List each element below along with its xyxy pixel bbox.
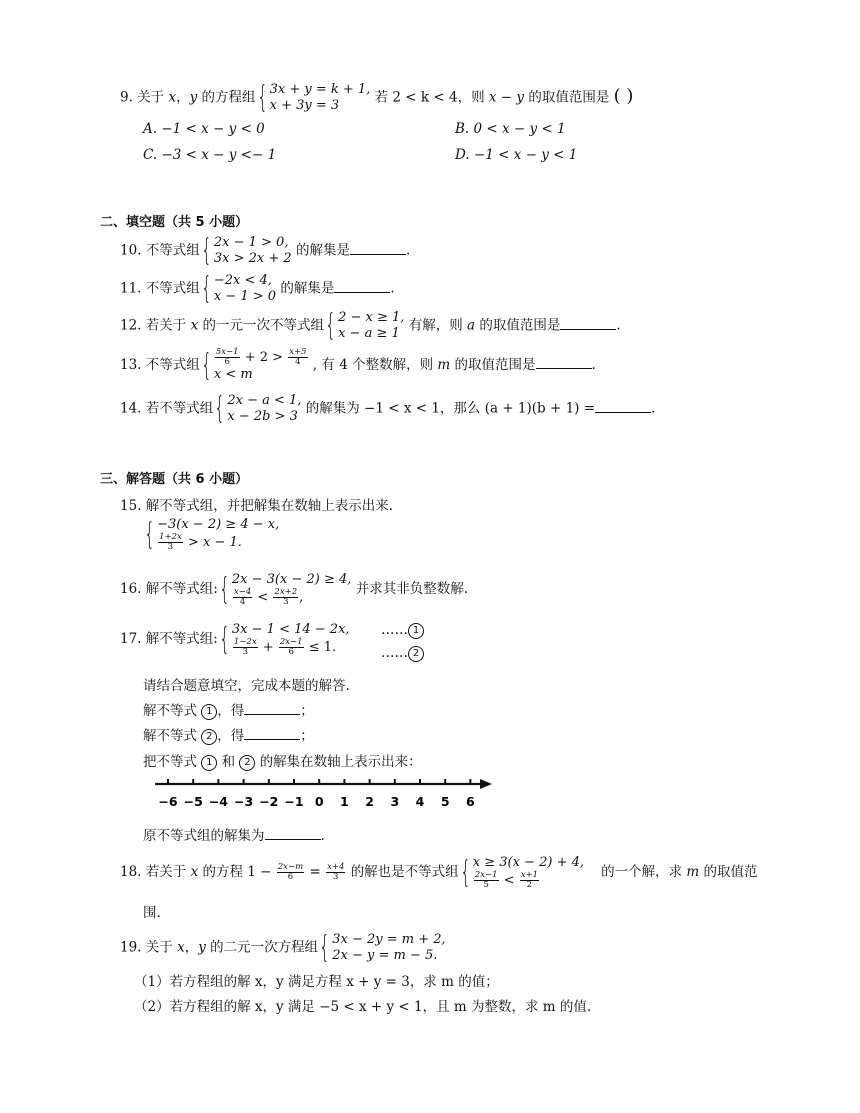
answer-blank[interactable]: [244, 702, 300, 715]
q17-step-1: 解不等式 1 ，得 ；: [143, 703, 314, 719]
brace-icon: {: [325, 308, 336, 343]
question-9: 9. 关于 x，y 的方程组 { 3x + y = k + 1, x + 3y = 3 若 2 < k < 4，则 x − y 的取值范围是 ( ): [120, 80, 634, 115]
brace-icon: {: [144, 516, 155, 552]
section-3-title: 三、解答题（共 6 小题）: [100, 472, 249, 487]
q17-step-2: 解不等式 2 ，得 ；: [143, 728, 314, 744]
answer-blank[interactable]: [244, 727, 300, 740]
number-line-label: −5: [183, 794, 203, 809]
q9-option-a[interactable]: A. −1 < x − y < 0: [143, 121, 265, 137]
brace-icon: {: [319, 930, 330, 965]
question-11: 11. 不等式组 { −2x < 4, x − 1 > 0 的解集是 .: [120, 271, 395, 306]
q17-step-3: 把不等式 1 和 2 的解集在数轴上表示出来：: [143, 754, 422, 770]
number-line-label: 6: [466, 794, 475, 809]
number-line-label: 0: [314, 794, 324, 809]
q17-marker-2: …… 2: [381, 645, 424, 662]
circled-2-icon: 2: [239, 755, 255, 771]
question-12: 12. 若关于 x 的一元一次不等式组 { 2 − x ≥ 1, x − a ≥ 1 有解，则 a 的取值范围是 .: [120, 308, 621, 343]
question-18: 18. 若关于 x 的方程 1 − $\frac{2x-m}{6}$ = $\frac{x+4}{3}$ 的解也是不等式组 { x ≥ 3(x − 2) + 4, $\frac{2x-1}{5}$ < $\frac{x+1}{2}$ 的一个解，求 m 的取值范: [120, 854, 758, 890]
q9-number: 9.: [120, 89, 133, 106]
brace-icon: {: [219, 571, 230, 607]
question-16: 16. 解不等式组: { 2x − 3(x − 2) ≥ 4, $\frac{x-4}{4}$ < $\frac{2x+2}{3}$ , 并求其非负整数解.: [120, 571, 468, 607]
circled-1-icon: 1: [408, 623, 424, 639]
q9-option-d[interactable]: D. −1 < x − y < 1: [455, 147, 578, 163]
section-2-title: 二、填空题（共 5 小题）: [100, 215, 249, 230]
brace-icon: {: [201, 347, 212, 383]
question-14: 14. 若不等式组 { 2x − a < 1, x − 2b > 3 的解集为 −1 < x < 1，那么 (a + 1)(b + 1) = .: [120, 391, 656, 426]
number-line-label: −3: [234, 794, 254, 809]
answer-blank[interactable]: [265, 827, 321, 840]
answer-blank[interactable]: [350, 242, 406, 255]
question-13: 13. 不等式组 { $\frac{5x-1}{6}$ + 2 > $\frac{x+5}{4}$ x < m , 有 4 个整数解，则 m 的取值范围是 .: [120, 347, 596, 383]
answer-blank[interactable]: [334, 280, 390, 293]
brace-icon: {: [201, 271, 212, 306]
circled-1-icon: 1: [201, 755, 217, 771]
q17-marker-1: …… 1: [381, 622, 424, 639]
circled-2-icon: 2: [408, 646, 424, 662]
number-line-label: −1: [284, 794, 304, 809]
q18-continuation: 围.: [143, 905, 161, 921]
number-line-label: −4: [208, 794, 228, 809]
brace-icon: {: [459, 854, 471, 890]
q9-option-c[interactable]: C. −3 < x − y <− 1: [143, 147, 277, 163]
q17-result: 原不等式组的解集为 .: [143, 828, 325, 844]
brace-icon: {: [256, 80, 268, 115]
number-line-label: −6: [158, 794, 178, 809]
brace-icon: {: [201, 233, 212, 268]
question-17: 17. 解不等式组: { 3x − 1 < 14 − 2x, $\frac{1-2x}{3}$ + $\frac{2x-1}{6}$ ≤ 1.: [120, 621, 350, 657]
q19-part-2: （2）若方程组的解 x，y 满足 −5 < x + y < 1，且 m 为整数，求 m 的值.: [134, 999, 592, 1015]
q17-instruction: 请结合题意填空，完成本题的解答.: [143, 678, 350, 694]
question-15: 15. 解不等式组，并把解集在数轴上表示出来.: [120, 498, 394, 514]
number-line-label: 2: [365, 794, 374, 809]
circled-1-icon: 1: [201, 704, 217, 720]
q19-part-1: （1）若方程组的解 x，y 满足方程 x + y = 3，求 m 的值；: [134, 974, 499, 990]
question-10: 10. 不等式组 { 2x − 1 > 0, 3x > 2x + 2 的解集是 .: [120, 233, 411, 268]
answer-paren[interactable]: ( ): [613, 85, 634, 107]
number-line-label: −2: [259, 794, 279, 809]
number-line: [150, 775, 495, 813]
number-line-label: 4: [415, 794, 425, 809]
q15-system: { −3(x − 2) ≥ 4 − x, $\frac{1+2x}{3}$ > x − 1.: [144, 516, 280, 552]
q9-system: { 3x + y = k + 1, x + 3y = 3: [256, 80, 371, 115]
brace-icon: {: [219, 621, 230, 657]
circled-2-icon: 2: [201, 729, 217, 745]
question-19: 19. 关于 x，y 的二元一次方程组 { 3x − 2y = m + 2, 2x − y = m − 5.: [120, 930, 446, 965]
q9-option-b[interactable]: B. 0 < x − y < 1: [455, 121, 566, 137]
brace-icon: {: [214, 391, 226, 426]
number-line-label: 5: [440, 794, 450, 809]
arrow-icon: [480, 779, 492, 789]
answer-blank[interactable]: [536, 356, 592, 369]
number-line-label: 3: [390, 794, 400, 809]
answer-blank[interactable]: [560, 317, 616, 330]
number-line-label: 1: [340, 794, 349, 809]
answer-blank[interactable]: [595, 400, 651, 413]
